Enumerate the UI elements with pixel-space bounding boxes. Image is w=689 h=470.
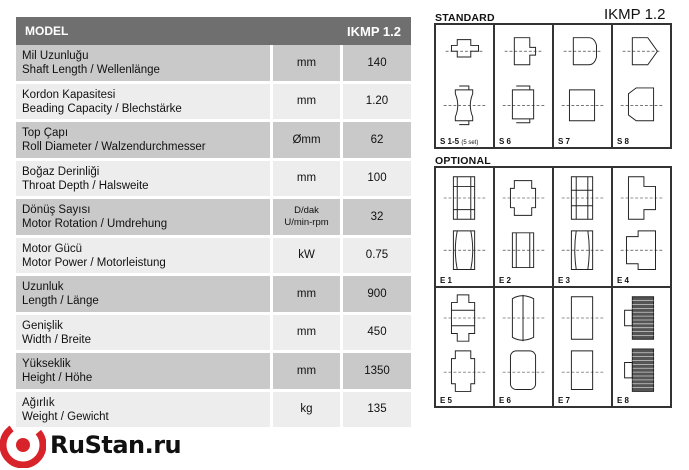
spec-row xyxy=(16,238,411,277)
tool-code: S 6 xyxy=(499,137,512,146)
row-unit: mm xyxy=(273,276,340,312)
row-label: Boğaz Derinliği Throat Depth / Halsweite xyxy=(16,161,270,197)
roller-profile-icon xyxy=(554,288,611,406)
tool-code: E 5 xyxy=(440,396,453,405)
roller-profile-icon xyxy=(436,288,493,406)
roller-profile-icon xyxy=(436,168,493,286)
spec-table xyxy=(16,17,411,430)
tool-code: S 7 xyxy=(558,137,571,146)
roller-profile-icon xyxy=(554,25,611,147)
tool-code: E 4 xyxy=(617,276,630,285)
row-label: Yükseklik Height / Höhe xyxy=(16,353,270,389)
row-label: Ağırlık Weight / Gewicht xyxy=(16,392,270,428)
row-label: Motor Gücü Motor Power / Motorleistung xyxy=(16,238,270,274)
row-label: Kordon Kapasitesi Beading Capacity / Blechstärke xyxy=(16,84,270,120)
header-model-name: IKMP 1.2 xyxy=(347,23,401,39)
tool-code: E 2 xyxy=(499,276,512,285)
roller-profile-icon xyxy=(554,168,611,286)
standard-title: STANDARD xyxy=(435,12,495,24)
rustan-logo-icon xyxy=(0,422,46,468)
roller-profile-icon xyxy=(613,168,670,286)
header-model-label: MODEL xyxy=(25,24,69,38)
tool-code: E 6 xyxy=(499,396,512,405)
row-unit: mm xyxy=(273,84,340,120)
spec-row xyxy=(16,84,411,123)
row-unit: Ømm xyxy=(273,122,340,158)
roller-profile-icon xyxy=(436,25,493,147)
standard-tools-grid xyxy=(434,23,672,149)
spec-row xyxy=(16,315,411,354)
roller-profile-icon xyxy=(495,288,552,406)
row-unit: mm xyxy=(273,353,340,389)
tool-code: E 7 xyxy=(558,396,571,405)
tool-cell-s6 xyxy=(494,24,553,148)
spec-row xyxy=(16,199,411,238)
spec-row xyxy=(16,45,411,84)
row-label: Mil Uzunluğu Shaft Length / Wellenlänge xyxy=(16,45,270,81)
row-unit: mm xyxy=(273,45,340,81)
tool-cell-e4 xyxy=(612,167,671,287)
row-unit: kW xyxy=(273,238,340,274)
row-label: Uzunluk Length / Länge xyxy=(16,276,270,312)
tool-code: E 8 xyxy=(617,396,630,405)
tool-code: E 1 xyxy=(440,276,453,285)
spec-table-header xyxy=(16,17,411,45)
roller-profile-icon xyxy=(495,168,552,286)
tools-model-title: IKMP 1.2 xyxy=(604,6,666,23)
spec-row xyxy=(16,276,411,315)
spec-row xyxy=(16,122,411,161)
row-value: 900 xyxy=(343,276,411,312)
tool-cell-e8 xyxy=(612,287,671,407)
optional-title: OPTIONAL xyxy=(435,155,491,167)
tool-code: S 1-5 (5 set) xyxy=(440,137,479,146)
tool-cell-e7 xyxy=(553,287,612,407)
logo-text: RuStan.ru xyxy=(50,431,182,459)
tool-cell-e5 xyxy=(435,287,494,407)
row-label: Genişlik Width / Breite xyxy=(16,315,270,351)
tool-code: E 3 xyxy=(558,276,571,285)
tool-cell-e2 xyxy=(494,167,553,287)
row-unit: mm xyxy=(273,161,340,197)
tool-code: S 8 xyxy=(617,137,630,146)
row-value: 100 xyxy=(343,161,411,197)
row-value: 32 xyxy=(343,199,411,235)
rustan-logo[interactable] xyxy=(0,420,181,470)
row-value: 0.75 xyxy=(343,238,411,274)
row-label: Top Çapı Roll Diameter / Walzendurchmesser xyxy=(16,122,270,158)
row-unit: mm xyxy=(273,315,340,351)
row-value: 140 xyxy=(343,45,411,81)
roller-profile-icon xyxy=(613,25,670,147)
roller-profile-icon xyxy=(495,25,552,147)
tool-cell-s7 xyxy=(553,24,612,148)
row-label: Dönüş Sayısı Motor Rotation / Umdrehung xyxy=(16,199,270,235)
spec-row xyxy=(16,353,411,392)
tool-cell-e3 xyxy=(553,167,612,287)
row-unit: kg xyxy=(273,392,340,428)
row-value: 62 xyxy=(343,122,411,158)
row-value: 1.20 xyxy=(343,84,411,120)
tool-cell-e6 xyxy=(494,287,553,407)
optional-tools-grid xyxy=(434,166,672,408)
spec-row xyxy=(16,161,411,200)
tool-cell-s1-5 xyxy=(435,24,494,148)
tool-cell-e1 xyxy=(435,167,494,287)
row-value: 1350 xyxy=(343,353,411,389)
knurled-roller-icon xyxy=(613,288,670,406)
tool-cell-s8 xyxy=(612,24,671,148)
row-value: 450 xyxy=(343,315,411,351)
row-value: 135 xyxy=(343,392,411,428)
row-unit: D/dak U/min-rpm xyxy=(273,199,340,235)
